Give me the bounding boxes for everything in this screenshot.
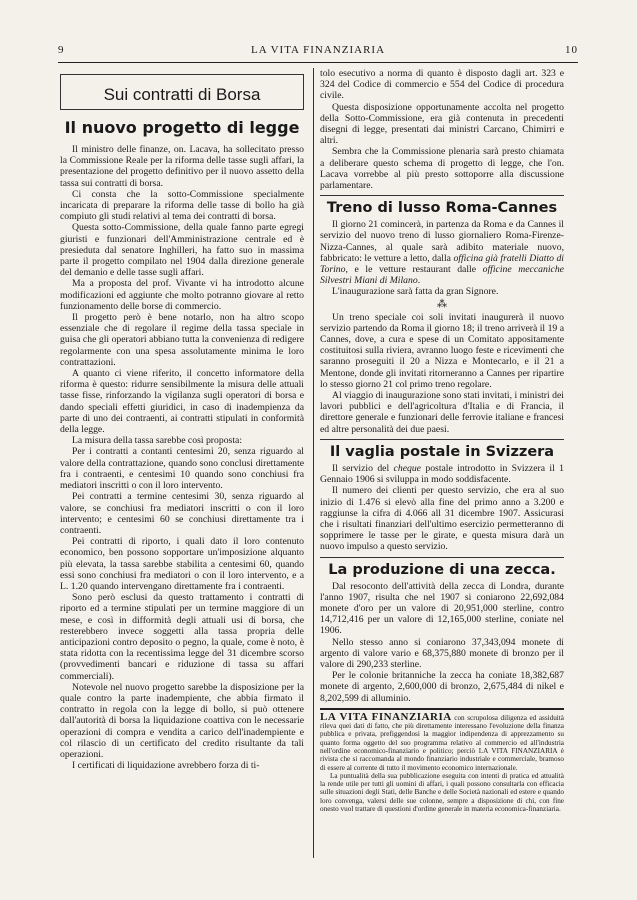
text-run: postale introdotto in Svizzera il 1 Gennaio 1906 si sviluppa in modo soddisfacente.: [320, 462, 564, 486]
italic-run: officina già fratelli Diatto di Torino: [320, 252, 564, 276]
section-rule: [320, 439, 564, 440]
paragraph: Al viaggio di inaugurazione sono stati invitati, i ministri dei lavori pubblici e dell'agricoltura d'Italia e di Francia, il direttore generale e funzionari delle ferrovie italiane e francesi ed altre personalità dei due paesi.: [320, 390, 564, 435]
paragraph-vaglia-1: [320, 463, 564, 485]
journal-advertisement: [320, 708, 564, 814]
paragraph: La misura della tassa sarebbe così proposta:: [72, 435, 243, 447]
text-run: .: [417, 275, 421, 287]
paragraph: Ma a proposta del prof. Vivante vi ha introdotto alcune modificazioni ed aggiunte che molto potranno giovare al retto funzionamento delle borse di commercio.: [60, 278, 304, 312]
paragraph: Sembra che la Commissione plenaria sarà presto chiamata a deliberare questo schema di progetto di legge, che l'on. Lacava vorrebbe al più presto sottoporre alla discussione parlamentare.: [320, 146, 564, 192]
text-run: , e le vetture restaurant dalle: [345, 264, 483, 276]
asterism: ⁂: [437, 298, 447, 310]
italic-run: officine meccaniche Silvestri Miani di Milano: [320, 264, 564, 287]
paragraph: Notevole nel nuovo progetto sarebbe la disposizione per la quale contro la parte inadempiente, che abbia firmato il contratto in regola con la legge di bollo, si può ottenere dall'autorità di borsa la liquidazione coattiva con le necessarie operazioni di compra e vendita a carico dell'inadempiente e col rilascio di un certificato del credito risultante da tali operazioni.: [60, 681, 304, 760]
paragraph: Questa sotto-Commissione, della quale fanno parte egregi giuristi e funzionari dell'Amministrazione centrale ed è presieduta dal senatore Inghilleri, ha fatto suo in massima parte il progetto compilato nel 1904 dalla direzione generale del demanio e delle tasse sugli affari.: [60, 222, 304, 279]
ad-title: LA VITA FINANZIARIA: [320, 710, 452, 723]
section-title-box: [60, 74, 304, 110]
paragraph: Sono però esclusi da questo trattamento i contratti di riporto ed a termine stipulati per un termine maggiore di un mese, e così in difformità degli attuali usi di borsa, che resterebbero invece soggetti alla tassa propria delle anticipazioni contro deposito o pegno, la quale, come è noto, è stata ridotta con la recentissima legge del 31 dicembre scorso (provvedimenti bancari e riduzione di tassa su affari commerciali).: [60, 592, 304, 682]
article-title-progetto: Il nuovo progetto di legge: [64, 118, 300, 137]
paragraph: A quanto ci viene riferito, il concetto informatore della riforma è questo: ridurre sensibilmente la misura delle attuali tasse fisse, rinforzando la vigilanza sugli operatori di borsa e dando speciali effetti giuridici, in caso di inadempienza da parte di uno dei contraenti, ai contratti stipulati in conformità della legge.: [60, 368, 304, 436]
article-title-zecca: La produzione di una zecca.: [328, 561, 556, 578]
running-head: [58, 44, 578, 60]
ad-paragraph-1: [320, 710, 564, 772]
paragraph: Per le colonie britanniche la zecca ha coniate 18,382,687 monete di argento, 2,600,000 di bronzo, 2,675,484 di nikel e 8,202,599 di alluminio.: [320, 670, 564, 704]
ad-paragraph-2: La puntualità della sua pubblicazione eseguita con intenti di pratica ed attualità la rende utile per tutti gli uomini di affari, i quali possono consultarla con efficacia sulle situazioni degli Stati, delle Banche e delle Società nazionali ed estere e quando loro convenga, valersi delle sue colonne, sempre a disposizione di chi, con fine onesto vuol trattare di questioni d'ordine generale in materia economica-finanziaria.: [320, 771, 564, 814]
right-column: [320, 68, 564, 858]
section-rule: [320, 195, 564, 196]
paragraph: Dal resoconto dell'attività della zecca di Londra, durante l'anno 1907, risulta che nel 1907 si coniarono 22,692,084 monete d'oro per un valore di 20,951,000 sterline, contro 14,712,416 per un valore di 12,165,000 sterline, coniate nel 1906.: [320, 580, 564, 637]
page-number-right: 10: [565, 44, 578, 56]
article-title-vaglia: Il vaglia postale in Svizzera: [329, 443, 555, 460]
paragraph: tolo esecutivo a norma di quanto è disposto dagli art. 323 e 324 del Codice di commercio e 554 del Codice di procedura civile.: [320, 68, 564, 102]
paragraph: Ci consta che la sotto-Commissione specialmente incaricata di preparare la riforma delle tasse di bollo ha già compiuto gli studi relativi al tema dei contratti di borsa.: [60, 188, 304, 223]
journal-title: LA VITA FINANZIARIA: [250, 44, 386, 56]
paragraph: Il ministro delle finanze, on. Lacava, ha sollecitato presso la Commissione Reale per la riforma delle tasse sugli affari, la presentazione del progetto definitivo per il nuovo assetto della tassa sui contratti di borsa.: [60, 144, 304, 189]
header-rule: [58, 62, 578, 63]
paragraph: Il progetto però è bene notarlo, non ha altro scopo essenziale che di regolare il regime della tassa speciale in guisa che gli operatori abbiano tutta la convenienza di redigere regolarmente con una spesa assolutamente minima le loro contrattazioni.: [60, 312, 304, 368]
paragraph: Pei contratti di riporto, i quali dato il loro contenuto economico, ben possono sopportare un'imposizione alquanto più elevata, la tassa sarebbe stabilita a centesimi 60, quando essi sono conchiusi fra mediatori o con il loro intervento, e a L. 1.20 quando intervengano direttamente fra i contraenti.: [60, 536, 304, 592]
column-rule: [313, 68, 314, 858]
paragraph: Nello stesso anno si coniarono 37,343,094 monete di argento di valore vario e 68,375,880 monete di bronzo per il valore di 290,233 sterline.: [320, 636, 564, 670]
article-title-treno: Treno di lusso Roma-Cannes: [326, 200, 558, 217]
section-title: Sui contratti di Borsa: [103, 85, 261, 104]
paragraph-treno-1: [320, 219, 564, 286]
text-run: con scrupolosa diligenza ed assiduità rileva quei dati di fatto, che più direttamente interessano l'evoluzione della finanza pubblica e privata, prefiggendosi la maggior indipendenza di apprezzamento su quanto forma oggetto del suo programma relativo al commercio ed all'industria nell'ordine economico-finanziario e politico; perciò LA VITA FINANZIARIA è rivista che si raccomanda al mondo finanziario industriale e commerciale, bramoso di essere al corrente di tutto il movimento economico internazionale.: [320, 713, 564, 772]
paragraph: Per i contratti a contanti centesimi 20, senza riguardo al valore della contrattazione, quando sono conclusi direttamente fra i contraenti, e centesimi 10 quando sono conchiusi fra mediatori inscritti o con il loro intervento.: [60, 446, 304, 492]
italic-run: cheque: [393, 462, 421, 474]
paragraph: Un treno speciale coi soli invitati inaugurerà il nuovo servizio partendo da Roma il giorno 18; il treno arriverà il 19 a Cannes, dove, a cura e spese di un Comitato appositamente costituitosi sulla riviera, avranno luogo feste e ricevimenti che saranno proseguiti il 20 a Nizza e Montecarlo, e il 21 a Mentone, donde gli invitati ritorneranno a Cannes per ripartire lo stesso giorno 21 col primo treno regolare.: [320, 311, 564, 390]
section-rule: [320, 557, 564, 558]
paragraph: Il numero dei clienti per questo servizio, che era al suo inizio di 1.476 si elevò alla fine del primo anno a 3.200 e raggiunse la cifra di 4.066 all 31 dicembre 1907. Assicurasi che i risultati finanziari dell'ultimo esercizio permetteranno di sopprimere le tasse per le girate, e questa misura darà un nuovo impulso a questo servizio.: [320, 485, 564, 553]
paragraph: Questa disposizione opportunamente accolta nel progetto della Sotto-Commissione, era già contenuta in precedenti disegni di legge, presentati dai ministri Carcano, Chimirri e altri.: [320, 101, 564, 147]
paragraph: L'inaugurazione sarà fatta da gran Signore.: [332, 286, 499, 298]
paragraph: I certificati di liquidazione avrebbero forza di ti-: [72, 760, 260, 772]
text-run: Il giorno 21 comincerà, in partenza da Roma e da Cannes il servizio del nuovo treno di lusso giornaliero Roma-Firenze-Nizza-Cannes, al quale sarà adibito materiale nuovo, fabbricato: le vetture a letto, dalla: [320, 219, 564, 264]
paragraph: Pei contratti a termine centesimi 30, senza riguardo al valore, se conchiusi fra mediatori inscritti o con il loro intervento; e centesimi 60 se conchiusi direttamente tra i contraenti.: [60, 491, 304, 536]
left-column: [60, 68, 304, 858]
page-number-left: 9: [58, 44, 65, 56]
text-run: Il servizio del: [332, 462, 394, 474]
